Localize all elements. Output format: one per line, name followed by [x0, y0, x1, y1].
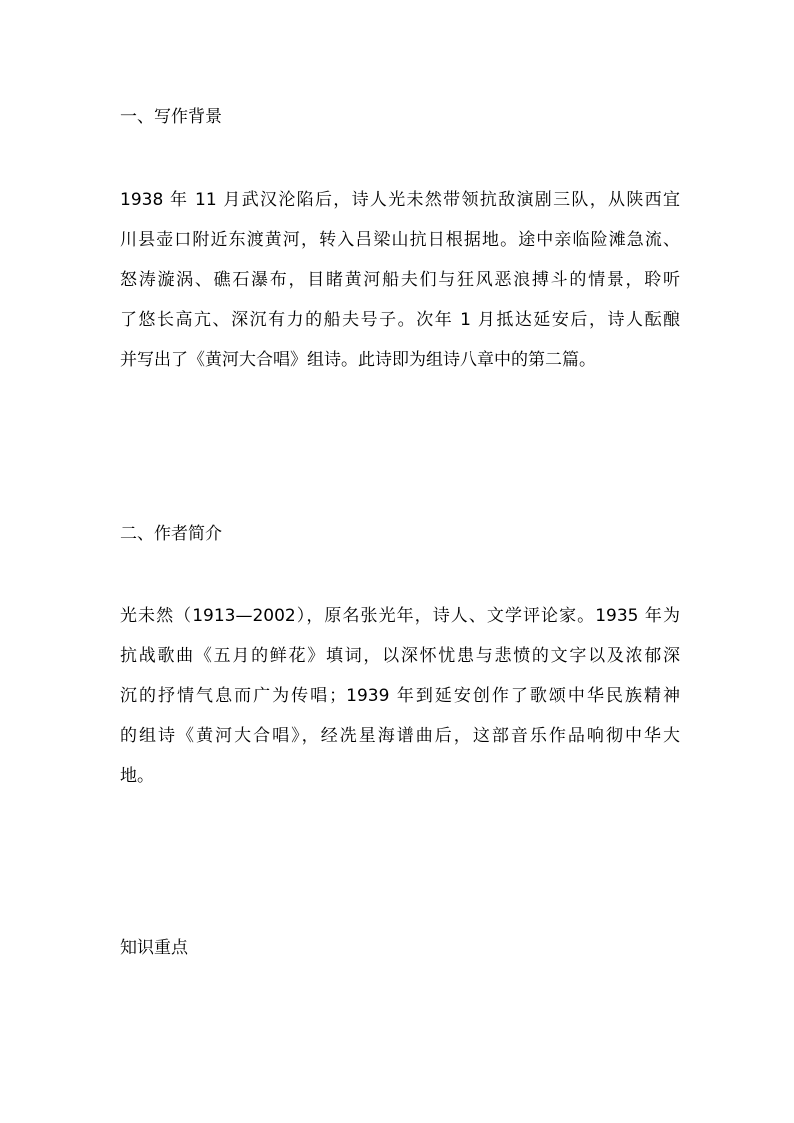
- paragraph-author-intro: [120, 596, 680, 796]
- paragraph-line: 并写出了《黄河大合唱》组诗。此诗即为组诗八章中的第二篇。: [120, 350, 596, 370]
- section-heading-author-intro: 二、作者简介: [120, 524, 222, 544]
- paragraph-writing-background: [120, 180, 680, 380]
- section-heading-writing-background: 一、写作背景: [120, 107, 222, 127]
- paragraph-line: 了悠长高亢、深沉有力的船夫号子。次年 1 月抵达延安后，诗人酝酿: [120, 310, 680, 330]
- paragraph-line: 抗战歌曲《五月的鲜花》填词，以深怀忧患与悲愤的文字以及浓郁深: [120, 646, 680, 666]
- paragraph-line: 光未然（1913—2002），原名张光年，诗人、文学评论家。1935 年为: [120, 606, 680, 626]
- paragraph-line: 1938 年 11 月武汉沦陷后，诗人光未然带领抗敌演剧三队，从陕西宜: [120, 190, 680, 210]
- paragraph-line: 地。: [120, 766, 154, 786]
- paragraph-line: 川县壶口附近东渡黄河，转入吕梁山抗日根据地。途中亲临险滩急流、: [120, 230, 680, 250]
- section-heading-key-knowledge: 知识重点: [120, 938, 188, 958]
- paragraph-line: 沉的抒情气息而广为传唱；1939 年到延安创作了歌颂中华民族精神: [120, 686, 680, 706]
- paragraph-line: 的组诗《黄河大合唱》，经冼星海谱曲后，这部音乐作品响彻中华大: [120, 726, 680, 746]
- paragraph-line: 怒涛漩涡、礁石瀑布，目睹黄河船夫们与狂风恶浪搏斗的情景，聆听: [120, 270, 680, 290]
